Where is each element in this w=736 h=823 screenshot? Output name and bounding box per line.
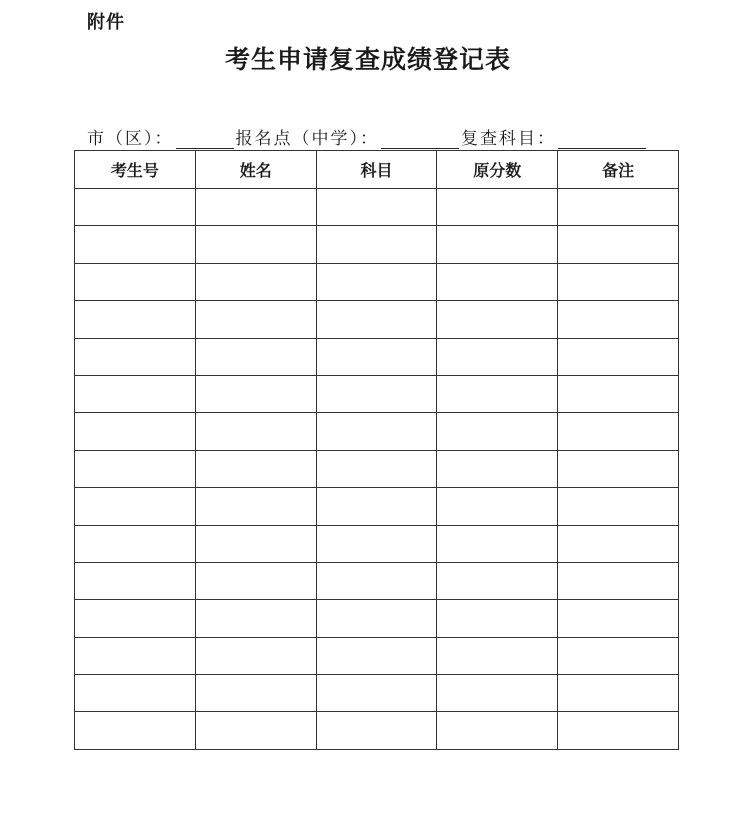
cell-exam-number[interactable]	[75, 488, 196, 525]
cell-exam-number[interactable]	[75, 675, 196, 712]
attachment-label: 附件	[87, 12, 125, 33]
cell-exam-number[interactable]	[75, 600, 196, 637]
cell-exam-number[interactable]	[75, 189, 196, 226]
cell-subject[interactable]	[316, 301, 437, 338]
cell-subject[interactable]	[316, 637, 437, 674]
cell-original-score[interactable]	[437, 338, 558, 375]
cell-remarks[interactable]	[558, 450, 679, 487]
cell-subject[interactable]	[316, 450, 437, 487]
table-row	[75, 263, 679, 300]
cell-original-score[interactable]	[437, 413, 558, 450]
cell-original-score[interactable]	[437, 562, 558, 599]
cell-subject[interactable]	[316, 488, 437, 525]
cell-remarks[interactable]	[558, 375, 679, 412]
column-header-name: 姓名	[195, 151, 316, 189]
cell-exam-number[interactable]	[75, 525, 196, 562]
column-header-remarks: 备注	[558, 151, 679, 189]
cell-original-score[interactable]	[437, 263, 558, 300]
cell-remarks[interactable]	[558, 637, 679, 674]
subject-blank[interactable]	[558, 130, 646, 149]
cell-remarks[interactable]	[558, 675, 679, 712]
cell-remarks[interactable]	[558, 600, 679, 637]
cell-original-score[interactable]	[437, 375, 558, 412]
cell-name[interactable]	[195, 189, 316, 226]
cell-subject[interactable]	[316, 562, 437, 599]
cell-subject[interactable]	[316, 263, 437, 300]
cell-subject[interactable]	[316, 712, 437, 749]
table-row	[75, 413, 679, 450]
column-header-subject: 科目	[316, 151, 437, 189]
table-row	[75, 600, 679, 637]
table-row	[75, 301, 679, 338]
form-title: 考生申请复查成绩登记表	[224, 45, 511, 74]
cell-name[interactable]	[195, 413, 316, 450]
table-row	[75, 189, 679, 226]
table-row	[75, 675, 679, 712]
cell-exam-number[interactable]	[75, 375, 196, 412]
table-row	[75, 488, 679, 525]
cell-original-score[interactable]	[437, 637, 558, 674]
cell-name[interactable]	[195, 263, 316, 300]
cell-original-score[interactable]	[437, 525, 558, 562]
cell-remarks[interactable]	[558, 226, 679, 263]
cell-original-score[interactable]	[437, 600, 558, 637]
cell-name[interactable]	[195, 450, 316, 487]
registration-table	[74, 150, 679, 750]
table-row	[75, 338, 679, 375]
cell-remarks[interactable]	[558, 712, 679, 749]
table-body	[75, 189, 679, 750]
cell-subject[interactable]	[316, 226, 437, 263]
cell-remarks[interactable]	[558, 301, 679, 338]
cell-name[interactable]	[195, 338, 316, 375]
table-row	[75, 637, 679, 674]
cell-exam-number[interactable]	[75, 263, 196, 300]
cell-exam-number[interactable]	[75, 413, 196, 450]
cell-exam-number[interactable]	[75, 712, 196, 749]
cell-remarks[interactable]	[558, 338, 679, 375]
city-label: 市（区）：	[87, 129, 174, 149]
cell-subject[interactable]	[316, 675, 437, 712]
table-row	[75, 226, 679, 263]
cell-exam-number[interactable]	[75, 338, 196, 375]
cell-remarks[interactable]	[558, 525, 679, 562]
table-row	[75, 450, 679, 487]
cell-name[interactable]	[195, 226, 316, 263]
cell-name[interactable]	[195, 488, 316, 525]
cell-original-score[interactable]	[437, 712, 558, 749]
cell-remarks[interactable]	[558, 413, 679, 450]
cell-original-score[interactable]	[437, 226, 558, 263]
city-blank[interactable]	[176, 130, 234, 149]
cell-subject[interactable]	[316, 338, 437, 375]
cell-remarks[interactable]	[558, 562, 679, 599]
cell-name[interactable]	[195, 375, 316, 412]
cell-exam-number[interactable]	[75, 301, 196, 338]
table-row	[75, 525, 679, 562]
subject-label: 复查科目：	[461, 129, 556, 149]
table-row	[75, 712, 679, 749]
cell-subject[interactable]	[316, 413, 437, 450]
cell-name[interactable]	[195, 675, 316, 712]
cell-exam-number[interactable]	[75, 450, 196, 487]
cell-original-score[interactable]	[437, 450, 558, 487]
cell-remarks[interactable]	[558, 189, 679, 226]
cell-original-score[interactable]	[437, 675, 558, 712]
cell-subject[interactable]	[316, 525, 437, 562]
cell-original-score[interactable]	[437, 189, 558, 226]
cell-name[interactable]	[195, 562, 316, 599]
cell-subject[interactable]	[316, 600, 437, 637]
cell-remarks[interactable]	[558, 488, 679, 525]
cell-remarks[interactable]	[558, 263, 679, 300]
site-label: 报名点（中学）：	[235, 129, 379, 149]
cell-name[interactable]	[195, 712, 316, 749]
table-header-row	[75, 151, 679, 189]
cell-name[interactable]	[195, 637, 316, 674]
cell-original-score[interactable]	[437, 301, 558, 338]
cell-exam-number[interactable]	[75, 637, 196, 674]
cell-exam-number[interactable]	[75, 226, 196, 263]
column-header-exam-number: 考生号	[75, 151, 196, 189]
table-row	[75, 375, 679, 412]
table-row	[75, 562, 679, 599]
cell-name[interactable]	[195, 525, 316, 562]
cell-name[interactable]	[195, 301, 316, 338]
column-header-original-score: 原分数	[437, 151, 558, 189]
cell-original-score[interactable]	[437, 488, 558, 525]
cell-subject[interactable]	[316, 189, 437, 226]
form-header-fields	[87, 124, 648, 149]
cell-subject[interactable]	[316, 375, 437, 412]
cell-name[interactable]	[195, 600, 316, 637]
cell-exam-number[interactable]	[75, 562, 196, 599]
site-blank[interactable]	[381, 130, 459, 149]
